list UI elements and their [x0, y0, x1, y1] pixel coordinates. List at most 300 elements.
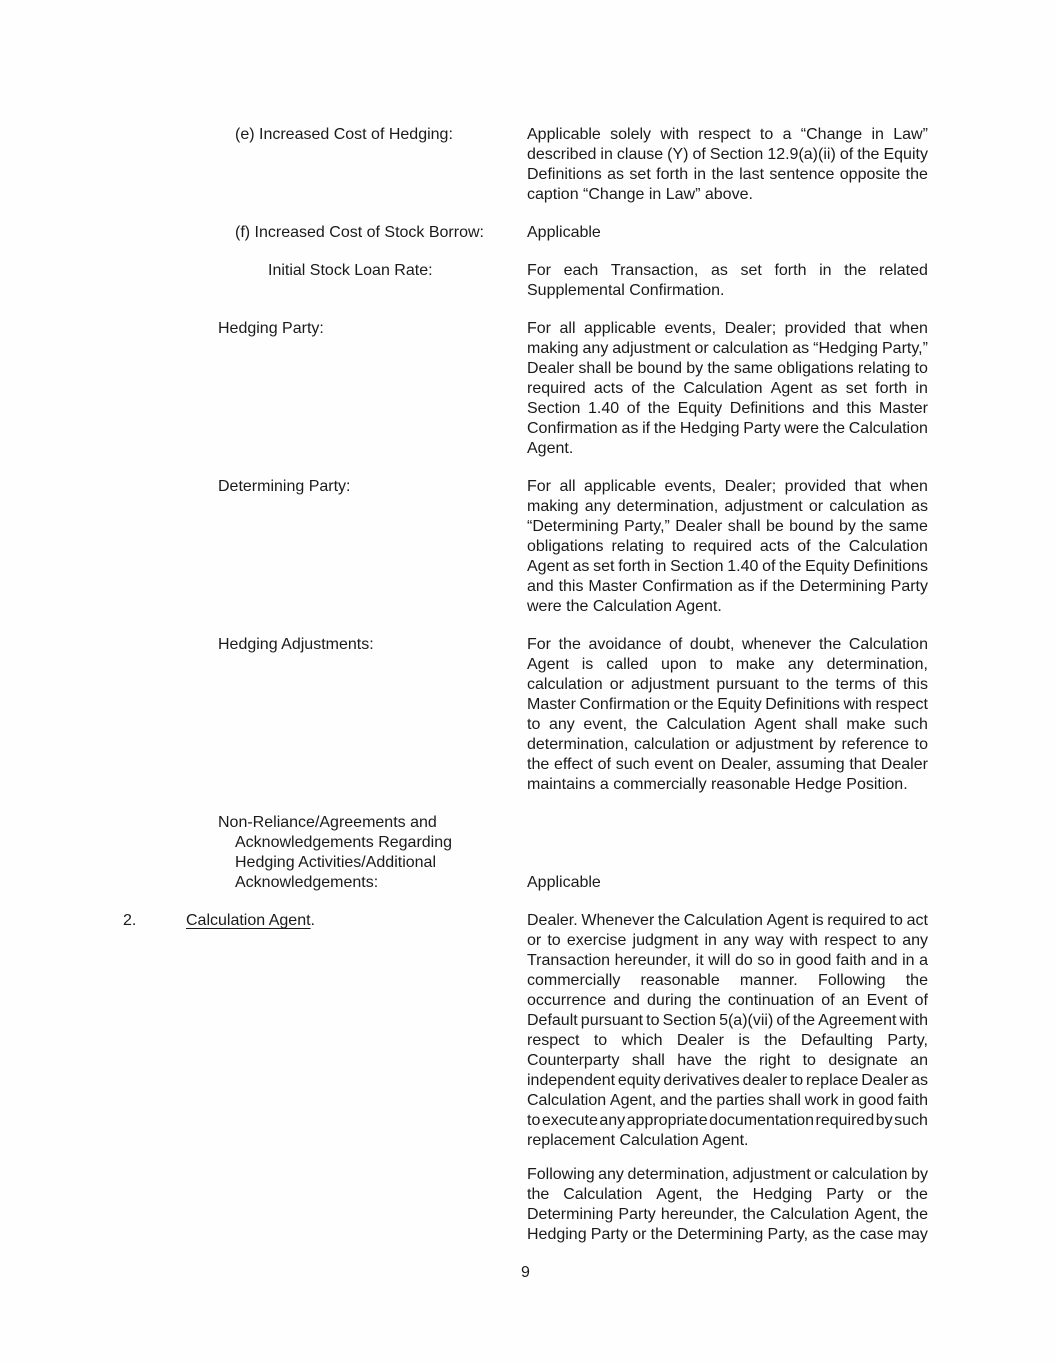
word: of: [626, 400, 641, 417]
word: the: [742, 1206, 765, 1223]
word: the: [691, 696, 714, 713]
text-line: [527, 497, 928, 517]
word: with: [899, 1012, 928, 1029]
word: “Change: [800, 126, 863, 143]
word: Calculation: [527, 1092, 607, 1109]
word: Section: [662, 1012, 716, 1029]
word: Section: [670, 558, 724, 575]
word: Following: [817, 972, 886, 989]
word: acts: [759, 538, 790, 555]
word: the: [635, 716, 658, 733]
word: all: [559, 478, 576, 495]
word: the: [822, 420, 845, 437]
word: Dealer;: [724, 320, 777, 337]
word: Hedging: [679, 420, 740, 437]
word: to: [593, 1032, 608, 1049]
word: this: [903, 676, 928, 693]
text-line: [527, 145, 928, 165]
word: Calculation: [563, 1186, 643, 1203]
word: good: [858, 1092, 895, 1109]
word: by: [911, 1166, 928, 1183]
term-label: [123, 261, 527, 301]
word: Section: [527, 400, 581, 417]
word: For: [527, 478, 551, 495]
word: act: [906, 912, 928, 929]
word: in: [600, 146, 613, 163]
text-line: [527, 1091, 928, 1111]
word: to: [802, 1052, 816, 1069]
word: the: [905, 1206, 928, 1223]
word: to: [914, 360, 928, 377]
word: Dealer: [527, 360, 575, 377]
word: is: [738, 1032, 750, 1049]
word: replace: [805, 1072, 859, 1089]
word: Agent: [527, 558, 569, 575]
word: to: [646, 1012, 660, 1029]
word: or: [609, 676, 624, 693]
word: Law”: [893, 126, 928, 143]
word: the: [711, 166, 734, 183]
text-line: [527, 755, 928, 775]
term-label: [123, 635, 527, 795]
word: is: [581, 656, 594, 673]
plain-text: .: [310, 912, 315, 929]
word: any: [598, 1166, 624, 1183]
term-label: [123, 813, 527, 893]
word: Default: [527, 1012, 578, 1029]
text-line: [527, 951, 928, 971]
word: Agent,: [609, 1092, 657, 1109]
word: in: [693, 166, 707, 183]
word: solely: [610, 126, 652, 143]
terms-rows: [123, 125, 928, 1245]
word: 1.40: [588, 400, 620, 417]
text-line: [527, 577, 928, 597]
word: determination,: [826, 656, 928, 673]
terms-row-increased-cost-of-stock-borrow: [123, 223, 928, 243]
word: “Hedging: [813, 340, 879, 357]
word: Definitions: [853, 558, 928, 575]
word: the: [905, 1186, 928, 1203]
word: or: [877, 1186, 892, 1203]
word: the: [707, 360, 730, 377]
word: Equity: [883, 146, 928, 163]
word: related: [879, 262, 928, 279]
word: of: [882, 676, 896, 693]
word: shall: [768, 1092, 801, 1109]
term-label-line: Acknowledgements Regarding: [235, 834, 453, 851]
text-line: Agent.: [527, 440, 574, 457]
word: that: [854, 478, 882, 495]
terms-row-hedging-adjustments: [123, 635, 928, 795]
word: such: [615, 756, 650, 773]
text-line: [527, 1111, 928, 1131]
word: of: [668, 636, 683, 653]
word: Transaction: [527, 952, 610, 969]
text-line: [527, 399, 928, 419]
underlined-text: Calculation Agent: [186, 912, 311, 929]
word: appropriate: [626, 1112, 708, 1129]
word: faith: [897, 1092, 928, 1109]
value-paragraph: [527, 125, 928, 205]
text-line: [527, 1165, 928, 1185]
term-label: [123, 223, 527, 243]
word: Section: [709, 146, 764, 163]
value-paragraph: [527, 1165, 928, 1245]
word: that: [849, 756, 877, 773]
text-line: [527, 971, 928, 991]
word: Hedging: [752, 1186, 813, 1203]
word: Equity: [717, 696, 762, 713]
text-line: [527, 1071, 928, 1091]
word: forth: [774, 262, 807, 279]
word: determination,: [616, 498, 719, 515]
terms-row-non-reliance: [123, 813, 928, 893]
word: 12.9(a)(ii): [767, 146, 836, 163]
term-label-line: (f) Increased Cost of Stock Borrow:: [235, 224, 484, 241]
word: and: [659, 1092, 687, 1109]
word: an: [910, 1052, 928, 1069]
word: of: [762, 558, 776, 575]
word: pursuant: [716, 676, 779, 693]
word: as: [621, 420, 639, 437]
word: determination,: [627, 1166, 729, 1183]
word: set: [845, 380, 868, 397]
word: derivatives: [663, 1072, 740, 1089]
word: in: [842, 1092, 855, 1109]
word: it: [695, 952, 704, 969]
word: manner.: [739, 972, 798, 989]
word: by: [818, 736, 836, 753]
word: respect: [527, 1032, 580, 1049]
word: by: [686, 360, 704, 377]
word: way: [754, 932, 784, 949]
page-footer: [123, 1263, 928, 1283]
terms-row-initial-stock-loan-rate: [123, 261, 928, 301]
word: of: [797, 538, 811, 555]
text-line: [527, 165, 928, 185]
word: to: [889, 912, 903, 929]
word: have: [677, 1052, 712, 1069]
word: to: [527, 1112, 541, 1129]
word: Equity: [677, 400, 723, 417]
word: Calculation: [848, 636, 928, 653]
word: bound: [789, 518, 834, 535]
word: the: [844, 262, 867, 279]
section-title: [123, 911, 527, 931]
term-value: [527, 477, 928, 617]
word: this: [846, 400, 872, 417]
word: making: [527, 340, 579, 357]
word: case: [859, 1226, 894, 1243]
word: event: [654, 756, 694, 773]
word: pursuant: [580, 1012, 644, 1029]
word: may: [897, 1226, 928, 1243]
word: “Determining: [527, 518, 619, 535]
text-line: [527, 125, 928, 145]
word: Determining: [799, 578, 886, 595]
word: the: [806, 676, 829, 693]
word: the: [833, 1226, 856, 1243]
word: the: [818, 538, 841, 555]
word: commercially: [527, 972, 621, 989]
word: of: [776, 1012, 790, 1029]
word: Confirmation: [642, 578, 733, 595]
word: Agent: [770, 380, 813, 397]
word: event,: [583, 716, 628, 733]
word: bound: [637, 360, 682, 377]
word: forth: [656, 166, 689, 183]
word: any: [902, 932, 928, 949]
value-paragraph: [527, 261, 928, 301]
word: the: [716, 1186, 739, 1203]
word: make: [846, 716, 886, 733]
word: the: [558, 636, 581, 653]
term-label-line: Non-Reliance/Agreements and: [218, 814, 437, 831]
word: Dealer.: [527, 912, 578, 929]
word: assuming: [776, 756, 845, 773]
word: and: [613, 992, 640, 1009]
word: dealer: [742, 1072, 788, 1089]
word: a: [919, 952, 928, 969]
term-label-line: Initial Stock Loan Rate:: [268, 262, 433, 279]
term-label-line: Acknowledgements:: [235, 874, 379, 891]
word: so: [757, 952, 775, 969]
text-line: caption “Change in Law” above.: [527, 186, 753, 203]
word: Party: [618, 1206, 656, 1223]
word: on: [698, 756, 716, 773]
text-line: [527, 655, 928, 675]
word: obligations: [527, 538, 604, 555]
word: to: [671, 538, 686, 555]
word: set: [740, 262, 762, 279]
word: Agent,: [656, 1186, 703, 1203]
word: to: [709, 656, 723, 673]
word: each: [563, 262, 599, 279]
word: of: [821, 992, 835, 1009]
word: Party: [826, 1186, 864, 1203]
word: any: [787, 656, 814, 673]
word: the: [527, 756, 550, 773]
value-paragraph: [527, 319, 928, 459]
text-line: [527, 537, 928, 557]
word: when: [889, 320, 928, 337]
text-line: [527, 735, 928, 755]
text-line: [527, 1031, 928, 1051]
word: in: [778, 952, 792, 969]
word: described: [527, 146, 597, 163]
term-value: [527, 635, 928, 795]
text-line: [527, 319, 928, 339]
word: or: [814, 1166, 829, 1183]
text-line: [527, 379, 928, 399]
word: required: [527, 380, 586, 397]
word: the: [772, 578, 795, 595]
word: Party: [743, 420, 781, 437]
word: were: [784, 420, 819, 437]
text-line: [527, 715, 928, 735]
word: a: [782, 126, 792, 143]
term-value: [527, 911, 928, 1245]
text-line: Supplemental Confirmation.: [527, 282, 725, 299]
word: if: [759, 578, 768, 595]
term-value: [527, 125, 928, 205]
text-line: Applicable: [527, 874, 601, 891]
word: adjustment: [732, 1166, 811, 1183]
word: Party,: [767, 1226, 809, 1243]
word: Party,”: [882, 340, 928, 357]
word: is: [812, 912, 824, 929]
word: the: [905, 972, 928, 989]
term-label-line: Hedging Adjustments:: [218, 636, 374, 653]
word: with: [843, 696, 872, 713]
word: or: [673, 696, 688, 713]
word: and: [812, 400, 839, 417]
text-line: Applicable: [527, 224, 601, 241]
word: respect: [875, 696, 928, 713]
word: Dealer,: [720, 756, 772, 773]
word: the: [764, 1032, 787, 1049]
word: set: [629, 166, 651, 183]
text-line: [527, 991, 928, 1011]
word: documentation: [709, 1112, 815, 1129]
word: the: [792, 1012, 816, 1029]
text-line: [527, 1225, 928, 1245]
word: For: [527, 262, 551, 279]
word: Calculation: [848, 420, 928, 437]
word: Transaction,: [610, 262, 699, 279]
text-line: [527, 675, 928, 695]
word: relating: [611, 538, 664, 555]
word: the: [857, 146, 880, 163]
word: Hedging: [527, 1226, 587, 1243]
word: or: [808, 498, 824, 515]
terms-row-calculation-agent: [123, 911, 928, 1245]
word: Equity: [805, 558, 850, 575]
word: upon: [661, 656, 697, 673]
word: the: [861, 518, 884, 535]
word: the: [653, 420, 677, 437]
word: 5(a)(vii): [719, 1012, 774, 1029]
text-line: [527, 419, 928, 439]
word: avoidance: [588, 636, 662, 653]
word: events,: [664, 478, 717, 495]
text-line: [527, 517, 928, 537]
word: Dealer: [880, 756, 928, 773]
text-line: were the Calculation Agent.: [527, 598, 722, 615]
text-line: [527, 635, 928, 655]
terms-row-determining-party: [123, 477, 928, 617]
word: of: [914, 992, 928, 1009]
word: make: [735, 656, 775, 673]
word: in: [819, 262, 832, 279]
word: required: [827, 912, 886, 929]
term-value: [527, 223, 928, 243]
word: Definitions: [729, 400, 805, 417]
word: shall: [578, 360, 612, 377]
word: hereunder,: [660, 1206, 738, 1223]
word: reasonable: [640, 972, 720, 989]
word: calculation: [829, 498, 905, 515]
word: Party,: [887, 1032, 928, 1049]
word: designate: [828, 1052, 898, 1069]
word: the: [652, 380, 676, 397]
word: obligations: [777, 360, 854, 377]
word: adjustment: [724, 498, 803, 515]
word: Calculation: [848, 538, 928, 555]
word: an: [841, 992, 860, 1009]
word: to: [527, 716, 541, 733]
word: effect: [554, 756, 593, 773]
word: the: [650, 1226, 673, 1243]
word: the: [698, 992, 721, 1009]
word: as: [911, 498, 928, 515]
word: that: [854, 320, 882, 337]
word: continuation: [727, 992, 815, 1009]
word: Determining: [527, 1206, 614, 1223]
word: be: [615, 360, 634, 377]
word: during: [647, 992, 692, 1009]
word: or: [694, 340, 709, 357]
word: Event: [866, 992, 908, 1009]
word: parties: [716, 1092, 765, 1109]
word: applicable: [583, 478, 657, 495]
word: to: [785, 676, 800, 693]
word: the: [724, 1052, 747, 1069]
word: the: [779, 558, 802, 575]
text-line: [527, 261, 928, 281]
word: acts: [593, 380, 624, 397]
text-line: maintains a commercially reasonable Hedge Position.: [527, 776, 908, 793]
word: as: [572, 558, 590, 575]
word: Defaulting: [800, 1032, 873, 1049]
word: in: [653, 558, 667, 575]
word: as: [710, 262, 728, 279]
word: Definitions: [527, 166, 602, 183]
word: reference: [841, 736, 910, 753]
word: if: [642, 420, 651, 437]
word: the: [905, 166, 928, 183]
word: any: [582, 340, 609, 357]
word: to: [547, 932, 561, 949]
word: and: [870, 952, 898, 969]
text-line: [527, 1185, 928, 1205]
word: Confirmation: [579, 696, 671, 713]
word: such: [894, 1112, 928, 1129]
word: as: [820, 380, 838, 397]
word: last: [739, 166, 765, 183]
word: in: [915, 380, 928, 397]
value-paragraph: [527, 223, 928, 243]
word: Agent: [754, 716, 797, 733]
term-value: [527, 813, 928, 893]
word: or: [715, 736, 730, 753]
word: adjustment: [631, 676, 710, 693]
word: all: [559, 320, 576, 337]
text-line: [527, 1205, 928, 1225]
word: Agreement: [818, 1012, 897, 1029]
value-paragraph: [527, 911, 928, 1151]
word: hereunder,: [614, 952, 692, 969]
term-label: [123, 319, 527, 459]
text-line: [527, 931, 928, 951]
word: in: [704, 932, 717, 949]
word: the: [647, 400, 671, 417]
word: the: [657, 912, 681, 929]
text-line: [527, 477, 928, 497]
word: such: [894, 716, 928, 733]
word: required: [815, 1112, 875, 1129]
